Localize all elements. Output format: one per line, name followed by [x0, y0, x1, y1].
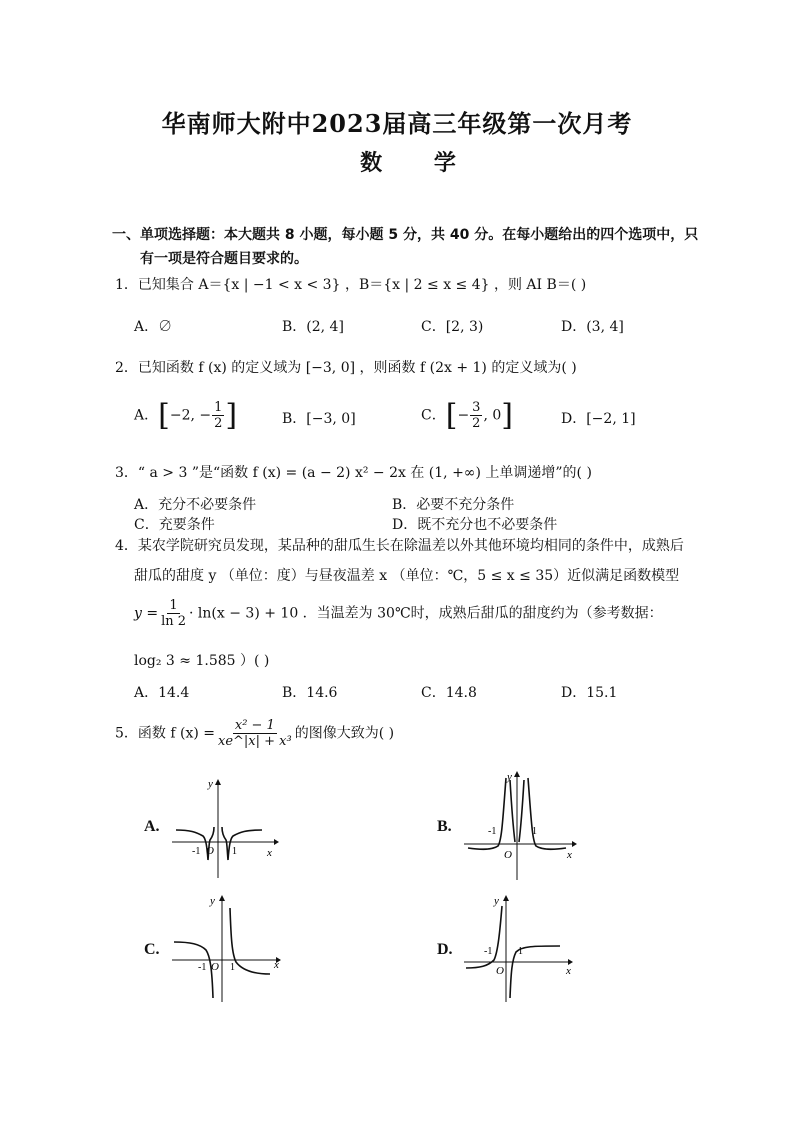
q2-option-c-label: C．	[421, 407, 446, 424]
fraction-denominator: 2	[214, 416, 223, 431]
x-axis-arrow	[274, 839, 279, 845]
formula-prefix: y =	[134, 605, 159, 622]
q2-option-c[interactable]	[421, 398, 513, 433]
q5-fraction	[216, 718, 294, 749]
fraction-denominator: ln 2	[161, 614, 187, 629]
question-4-line4: log₂ 3 ≈ 1.585 ）( )	[134, 653, 270, 669]
formula-rest: · ln(x − 3) + 10 ．当温差为 30℃时，成熟后甜瓜的甜度约为（参考数据：	[189, 605, 663, 622]
curve-right	[230, 908, 270, 974]
q4-option-a[interactable]: A．14.4	[134, 685, 190, 701]
curve-left-inner	[510, 780, 515, 842]
q2-option-c-left: −	[457, 407, 470, 424]
y-axis-arrow	[219, 895, 225, 901]
y-axis-arrow	[215, 779, 221, 785]
q4-option-b[interactable]: B．14.6	[282, 685, 338, 701]
question-5-stem	[115, 718, 394, 749]
origin-label: O	[206, 845, 214, 857]
q4-option-d[interactable]: D．15.1	[561, 685, 618, 701]
q2-option-a-label: A．	[134, 407, 159, 424]
x-axis-arrow	[572, 841, 577, 847]
question-4-line2: 甜瓜的甜度 y （单位：度）与昼夜温差 x （单位：℃，5 ≤ x ≤ 35）近似满足函数模型	[134, 568, 680, 584]
pos-tick-label: 1	[230, 962, 235, 973]
origin-label: O	[504, 849, 512, 861]
curve-right	[222, 827, 262, 860]
curve-left	[468, 778, 506, 849]
curve-left	[466, 906, 502, 968]
q5-stem-prefix: 5．函数 f (x) =	[115, 725, 215, 742]
q1-option-c[interactable]: C．[2, 3)	[421, 319, 484, 335]
graph-c[interactable]	[168, 888, 288, 1006]
section-heading-line2: 有一项是符合题目要求的。	[140, 251, 308, 267]
graph-c-label[interactable]: C.	[144, 941, 160, 958]
q2-option-a-left: −2, −	[169, 407, 212, 424]
pos-tick-label: 1	[518, 946, 523, 957]
question-4-formula-line	[134, 598, 663, 629]
graph-a-label[interactable]: A.	[144, 818, 160, 835]
x-axis-label: x	[274, 959, 279, 971]
q2-option-d[interactable]: D．[−2, 1]	[561, 411, 636, 427]
q2-option-a-fraction	[212, 400, 224, 431]
formula-fraction	[159, 598, 188, 629]
fraction-denominator: xe^|x| + x³	[218, 734, 292, 749]
neg-tick-label: -1	[198, 962, 207, 973]
q2-option-c-fraction	[470, 400, 482, 431]
graph-a[interactable]	[170, 772, 280, 882]
x-axis-label: x	[567, 849, 572, 861]
neg-tick-label: -1	[488, 826, 497, 837]
fraction-numerator: x² − 1	[234, 718, 275, 733]
q4-option-c[interactable]: C．14.8	[421, 685, 477, 701]
q3-option-c[interactable]: C．充要条件	[134, 517, 215, 533]
x-axis-label: x	[267, 847, 272, 859]
graph-b-label[interactable]: B.	[437, 818, 452, 835]
q3-option-a[interactable]: A．充分不必要条件	[134, 497, 257, 513]
curve-right-inner	[519, 780, 524, 842]
q1-option-a[interactable]: A．∅	[134, 319, 173, 335]
x-axis-label: x	[566, 965, 571, 977]
left-bracket: [	[445, 398, 458, 433]
right-bracket: ]	[225, 398, 238, 433]
graph-d[interactable]	[460, 888, 580, 1006]
pos-tick-label: 1	[532, 826, 537, 837]
q1-option-b[interactable]: B．(2, 4]	[282, 319, 344, 335]
section-heading-line1: 一、单项选择题：本大题共 8 小题，每小题 5 分，共 40 分。在每小题给出的四个选项中，只	[112, 227, 699, 243]
y-axis-label: y	[494, 895, 499, 907]
y-axis-label: y	[507, 771, 512, 783]
neg-tick-label: -1	[484, 946, 493, 957]
q3-option-d[interactable]: D．既不充分也不必要条件	[392, 517, 558, 533]
question-1-stem: 1．已知集合 A＝{x | −1 < x < 3} ，B＝{x | 2 ≤ x ≤ 4} ，则 AI B＝( )	[115, 277, 587, 293]
curve-left	[174, 942, 213, 998]
fraction-numerator: 3	[472, 400, 481, 415]
y-axis-label: y	[208, 778, 213, 790]
y-axis-label: y	[210, 895, 215, 907]
origin-label: O	[496, 965, 504, 977]
question-3-stem: 3．“ a > 3 ”是“函数 f (x) = (a − 2) x² − 2x 在 (1, +∞) 上单调递增”的( )	[115, 465, 592, 481]
subject-title: 数 学	[360, 150, 478, 176]
fraction-numerator: 1	[214, 400, 223, 415]
q2-option-b[interactable]: B．[−3, 0]	[282, 411, 356, 427]
q5-stem-suffix: 的图像大致为( )	[294, 725, 395, 742]
q3-option-b[interactable]: B．必要不充分条件	[392, 497, 515, 513]
origin-label: O	[211, 961, 219, 973]
fraction-denominator: 2	[472, 416, 481, 431]
question-2-stem: 2．已知函数 f (x) 的定义域为 [−3, 0] ，则函数 f (2x + 1) 的定义域为( )	[115, 360, 577, 376]
graph-d-label[interactable]: D.	[437, 941, 453, 958]
pos-tick-label: 1	[232, 846, 237, 857]
page-title: 华南师大附中2023届高三年级第一次月考	[161, 109, 633, 138]
left-bracket: [	[158, 398, 170, 433]
y-axis-arrow	[503, 895, 509, 901]
q2-option-c-right: , 0	[483, 407, 502, 424]
graph-b[interactable]	[460, 766, 580, 886]
question-4-line1: 4．某农学院研究员发现，某品种的甜瓜生长在除温差以外其他环境均相同的条件中，成熟后	[115, 538, 684, 554]
right-bracket: ]	[501, 398, 513, 433]
neg-tick-label: -1	[192, 846, 201, 857]
fraction-numerator: 1	[169, 598, 178, 613]
curve-right	[528, 778, 566, 849]
q1-option-d[interactable]: D．(3, 4]	[561, 319, 624, 335]
q2-option-a[interactable]	[134, 398, 237, 433]
y-axis-arrow	[514, 771, 520, 777]
